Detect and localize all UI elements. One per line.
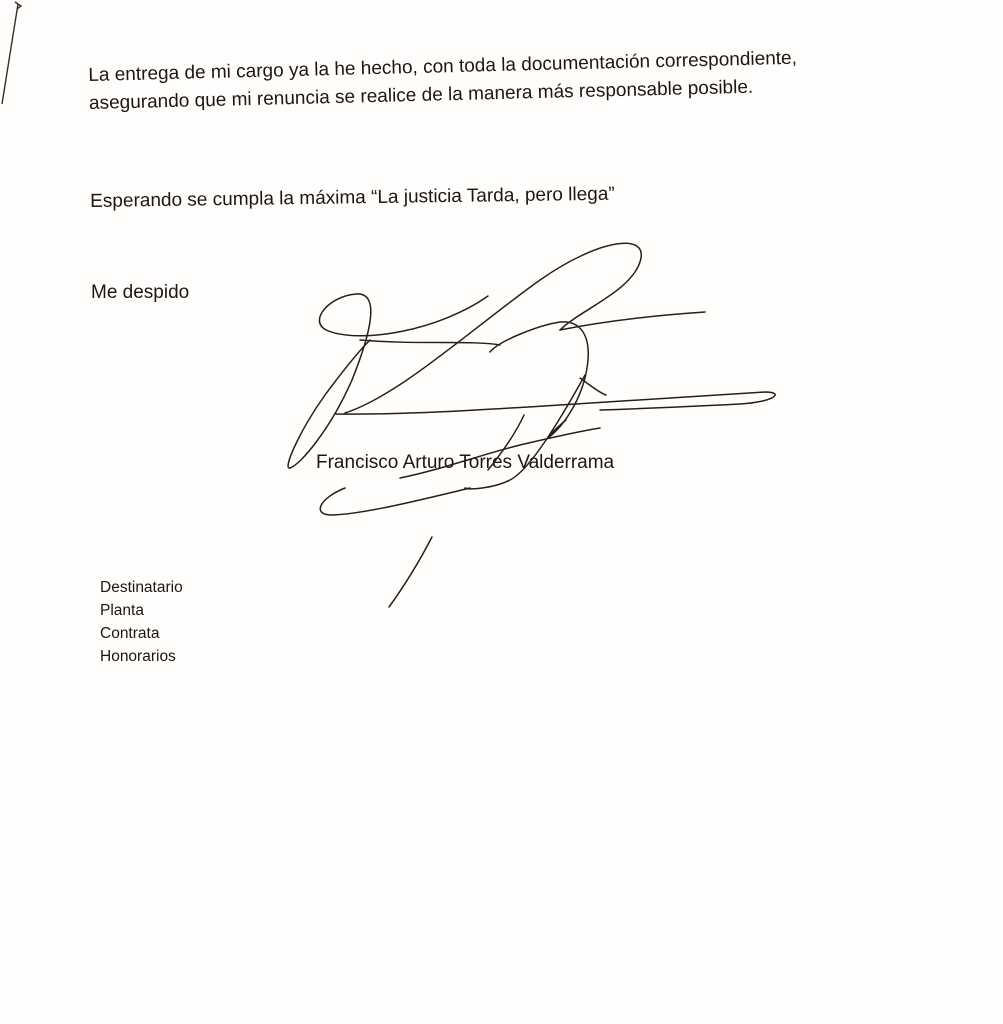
paragraph-justice-quote: Esperando se cumpla la máxima “La justicia Tarda, pero llega”: [90, 183, 615, 212]
distribution-item: Contrata: [100, 625, 160, 642]
distribution-item: Planta: [100, 602, 144, 619]
distribution-list: [100, 576, 183, 668]
paragraph-handover: [88, 45, 798, 118]
closing-text: Me despido: [91, 282, 190, 303]
signer-name: Francisco Arturo Torres Valderrama: [316, 452, 615, 473]
distribution-item: Honorarios: [100, 648, 176, 665]
paragraph-handover-line-2: asegurando que mi renuncia se realice de la manera más responsable posible.: [88, 76, 754, 114]
distribution-item: Destinatario: [100, 579, 183, 596]
page-edge-mark: [0, 0, 30, 110]
paragraph-handover-line-1: La entrega de mi cargo ya la he hecho, con toda la documentación correspondiente,: [88, 47, 798, 86]
